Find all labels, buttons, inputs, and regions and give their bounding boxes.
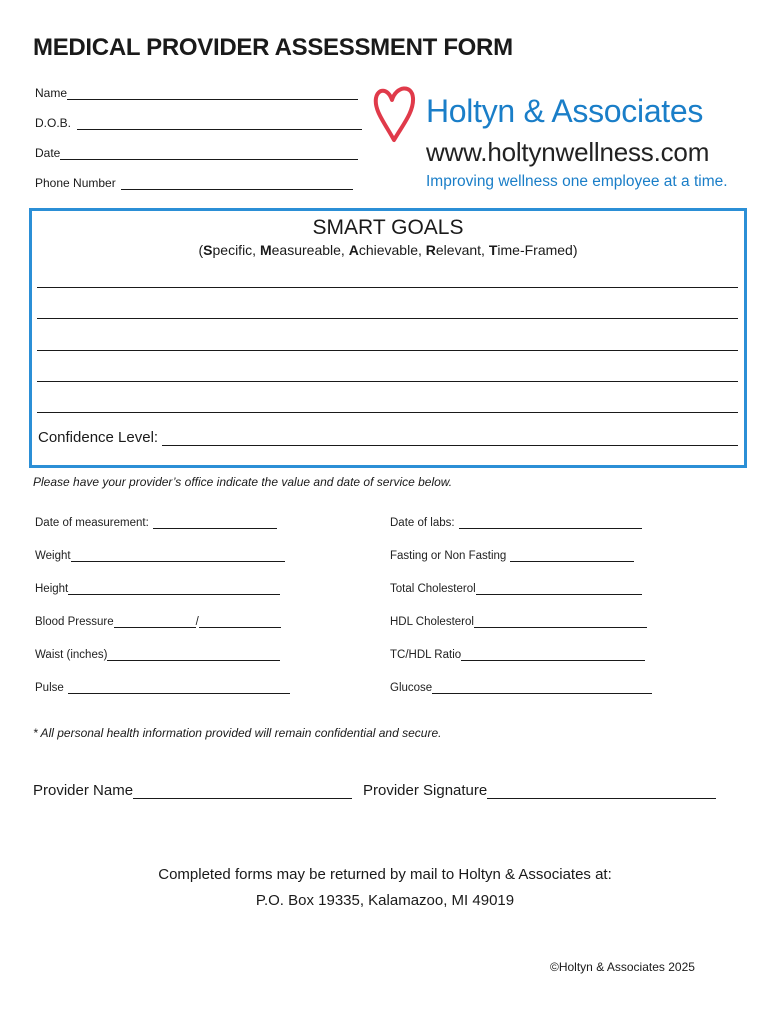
confidentiality-note: * All personal health information provided will remain confidential and secure. — [33, 726, 442, 740]
dob-field[interactable] — [35, 116, 362, 130]
copyright: ©Holtyn & Associates 2025 — [550, 960, 695, 974]
goal-line[interactable] — [37, 412, 738, 413]
return-address: P.O. Box 19335, Kalamazoo, MI 49019 — [255, 892, 515, 909]
total-cholesterol-label: Total Cholesterol — [390, 583, 476, 595]
hdl-cholesterol-field[interactable] — [390, 616, 647, 628]
goal-line[interactable] — [37, 350, 738, 351]
hdl-cholesterol-line[interactable] — [474, 616, 647, 628]
date-of-labs-label: Date of labs: — [390, 517, 455, 529]
bp-separator: / — [195, 616, 199, 628]
weight-label: Weight — [35, 550, 71, 562]
date-of-labs-line[interactable] — [459, 517, 642, 529]
glucose-line[interactable] — [432, 682, 652, 694]
weight-line[interactable] — [71, 550, 285, 562]
systolic-line[interactable] — [114, 616, 196, 628]
return-instructions: Completed forms may be returned by mail to Holtyn & Associates at: — [158, 866, 612, 883]
confidence-level-field[interactable] — [38, 429, 738, 446]
phone-field[interactable] — [35, 176, 353, 190]
date-of-labs-field[interactable] — [390, 517, 642, 529]
date-of-measurement-label: Date of measurement: — [35, 517, 149, 529]
provider-signature-line[interactable] — [487, 783, 716, 799]
date-input-line[interactable] — [60, 147, 358, 160]
waist-field[interactable] — [35, 649, 280, 661]
fasting-line[interactable] — [510, 550, 634, 562]
name-field[interactable] — [35, 86, 358, 100]
glucose-label: Glucose — [390, 682, 433, 694]
provider-signature-field[interactable] — [363, 782, 716, 799]
provider-name-field[interactable] — [33, 782, 352, 799]
weight-field[interactable] — [35, 550, 285, 562]
pulse-line[interactable] — [68, 682, 290, 694]
waist-label: Waist (inches) — [35, 649, 108, 661]
diastolic-line[interactable] — [199, 616, 281, 628]
dob-input-line[interactable] — [77, 117, 362, 130]
date-field[interactable] — [35, 146, 358, 160]
pulse-field[interactable] — [35, 682, 290, 694]
goal-line[interactable] — [37, 287, 738, 288]
dob-label: D.O.B. — [35, 116, 72, 130]
date-of-measurement-line[interactable] — [153, 517, 277, 529]
provider-name-line[interactable] — [133, 783, 352, 799]
confidence-input-line[interactable] — [162, 431, 738, 446]
hdl-cholesterol-label: HDL Cholesterol — [390, 616, 474, 628]
provider-signature-label: Provider Signature — [363, 782, 488, 799]
date-of-measurement-field[interactable] — [35, 517, 277, 529]
company-name: Holtyn & Associates — [426, 93, 704, 129]
heart-logo-icon — [372, 82, 418, 144]
smart-goals-title: SMART GOALS — [312, 216, 464, 239]
tc-hdl-ratio-line[interactable] — [461, 649, 645, 661]
smart-goals-box — [29, 208, 747, 468]
phone-label: Phone Number — [35, 176, 116, 190]
glucose-field[interactable] — [390, 682, 652, 694]
tc-hdl-ratio-field[interactable] — [390, 649, 645, 661]
total-cholesterol-field[interactable] — [390, 583, 642, 595]
name-label: Name — [35, 86, 68, 100]
form-title: MEDICAL PROVIDER ASSESSMENT FORM — [33, 34, 513, 61]
blood-pressure-field[interactable] — [35, 616, 281, 628]
height-label: Height — [35, 583, 69, 595]
tc-hdl-ratio-label: TC/HDL Ratio — [390, 649, 462, 661]
total-cholesterol-line[interactable] — [476, 583, 642, 595]
provider-instructions: Please have your provider’s office indicate the value and date of service below. — [33, 475, 453, 489]
date-label: Date — [35, 146, 61, 160]
phone-input-line[interactable] — [121, 177, 353, 190]
height-line[interactable] — [68, 583, 280, 595]
waist-line[interactable] — [107, 649, 280, 661]
company-website: www.holtynwellness.com — [426, 137, 710, 167]
fasting-label: Fasting or Non Fasting — [390, 550, 507, 562]
provider-name-label: Provider Name — [33, 782, 134, 799]
smart-goals-subtitle: (Specific, Measureable, Achievable, Relevant, Time-Framed) — [198, 242, 578, 258]
blood-pressure-label: Blood Pressure — [35, 616, 114, 628]
fasting-field[interactable] — [390, 550, 634, 562]
name-input-line[interactable] — [67, 87, 358, 100]
pulse-label: Pulse — [35, 682, 64, 694]
goal-line[interactable] — [37, 318, 738, 319]
company-tagline: Improving wellness one employee at a time. — [426, 173, 728, 190]
goal-line[interactable] — [37, 381, 738, 382]
height-field[interactable] — [35, 583, 280, 595]
confidence-label: Confidence Level: — [38, 429, 159, 446]
